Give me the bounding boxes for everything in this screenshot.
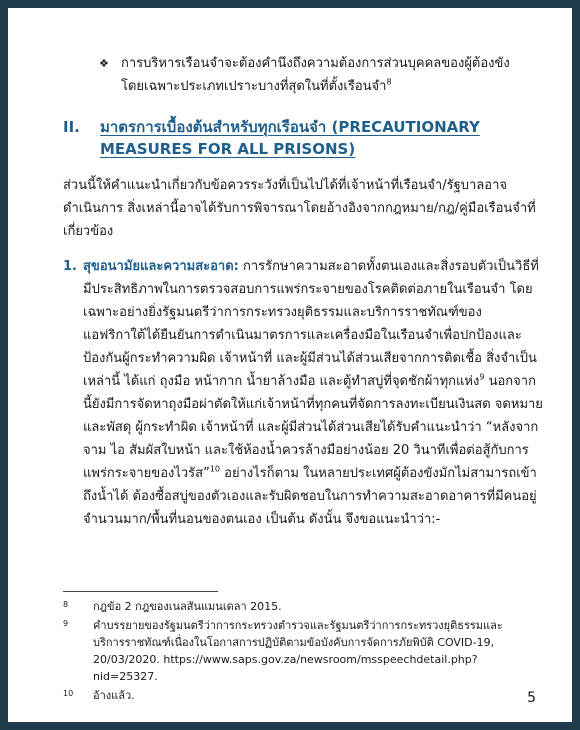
item-body bbox=[83, 255, 543, 531]
numbered-item-1 bbox=[63, 255, 543, 531]
footnote-number: 9 bbox=[63, 619, 69, 628]
footnote-ref-8: 8 bbox=[386, 77, 392, 87]
document-page bbox=[8, 8, 572, 722]
section-heading bbox=[63, 116, 543, 160]
item-text-a: การรักษาความสะอาดทั้งตนเองและสิ่งรอบตัวเป็นวิธีที่มีประสิทธิภาพในการตรวจสอบการแพร่กระจายของโรคติดต่อภายในเรือนจำ โดยเฉพาะอย่างยิ่งรัฐมนตรีว่าการกระทรวงยุติธรรมและบริการราชทัณฑ์ของแอฟริกาใต้ได้ยืนยันการดำเนินมาตรการและเครื่องมือในเรือนจำเพื่อปกป้องและป้องกันผู้กระทำความผิด เจ้าหน้าที่ และผู้มีส่วนได้ส่วนเสียจากการติดเชื้อ สิ่งจำเป็นเหล่านี้ ได้แก่ ถุงมือ หน้ากาก น้ำยาล้างมือ และตู้ทำสบู่ที่จุดชักผ้าทุกแห่ง bbox=[83, 259, 539, 389]
diamond-bullet-icon: ❖ bbox=[99, 57, 109, 70]
footnote-8 bbox=[63, 598, 533, 615]
bullet-text-line1: การบริหารเรือนจำจะต้องคำนึงถึงความต้องการส่วนบุคคลของผู้ต้องขัง bbox=[121, 56, 510, 71]
footnote-text: อ้างแล้ว. bbox=[93, 689, 135, 702]
footnote-number: 10 bbox=[63, 689, 74, 698]
item-text-b: นอกจากนี้ยังมีการจัดหาถุงมือผ่าตัดให้แก่เจ้าหน้าที่ทุกคนที่จัดการลงทะเบียนเงินสด จดหมาย และพัสดุ ผู้กระทำผิด เจ้าหน้าที่ และผู้มีส่วนได้ส่วนเสียได้รับคำแนะนำว่า “หลังจากจาม ไอ สัมผัสใบหน้า และใช้ห้องน้ำควรล้างมือย่างน้อย 20 วินาทีเพื่อต่อสู้กับการแพร่กระจายของไวรัส” bbox=[83, 374, 543, 481]
footnote-divider bbox=[63, 591, 218, 592]
footnote-ref-9: 9 bbox=[479, 372, 485, 382]
page-number: 5 bbox=[527, 690, 536, 706]
section-number: II. bbox=[63, 118, 80, 136]
bullet-text-line2: โดยเฉพาะประเภทเปราะบางที่สุดในที่ตั้งเรือนจำ bbox=[121, 79, 387, 94]
footnote-text: คำบรรยายของรัฐมนตรีว่าการกระทรวงตำรวจและรัฐมนตรีว่าการกระทรวงยุติธรรมและบริการราชทัณฑ์เนื่องในโอกาสการปฏิบัติตามข้อบังคับการจัดการภัยพิบัติ COVID-19, 20/03/2020. https://www.saps.gov.za/newsroom/msspeechdetail.php?nid=25327. bbox=[93, 619, 503, 683]
item-text-c: อย่างไรก็ตาม ในหลายประเทศผู้ต้องขังมักไม่สามารถเข้าถึงน้ำได้ ต้องซื้อสบู่ของตัวเองและรับผิดชอบในการทำความสะอาดอาคารที่มีคนอยู่จำนวนมาก/พื้นที่นอนของตนเอง เป็นต้น ดังนั้น จึงขอแนะนำว่า:- bbox=[83, 466, 537, 527]
item-number: 1. bbox=[63, 259, 77, 274]
footnote-text: กฎข้อ 2 กฎของเนลสันแมนเดลา 2015. bbox=[93, 600, 282, 613]
section-title: มาตรการเบื้องต้นสำหรับทุกเรือนจำ (PRECAUTIONARY MEASURES FOR ALL PRISONS) bbox=[100, 118, 480, 158]
item-title: สุขอนามัยและความสะอาด: bbox=[83, 259, 239, 274]
footnotes bbox=[63, 598, 533, 706]
footnote-ref-10: 10 bbox=[209, 464, 221, 474]
page-content bbox=[63, 52, 543, 531]
footnote-9 bbox=[63, 617, 533, 685]
footnote-number: 8 bbox=[63, 600, 69, 609]
footnote-10 bbox=[63, 687, 533, 704]
bullet-item bbox=[99, 52, 543, 98]
intro-paragraph: ส่วนนี้ให้คำแนะนำเกี่ยวกับข้อควรระวังที่เป็นไปได้ที่เจ้าหน้าที่เรือนจำ/รัฐบาลอาจดำเนินการ สิ่งเหล่านี้อาจได้รับการพิจารณาโดยอ้างอิงจากกฎหมาย/กฎ/คู่มือเรือนจำที่เกี่ยวข้อง bbox=[63, 178, 536, 239]
